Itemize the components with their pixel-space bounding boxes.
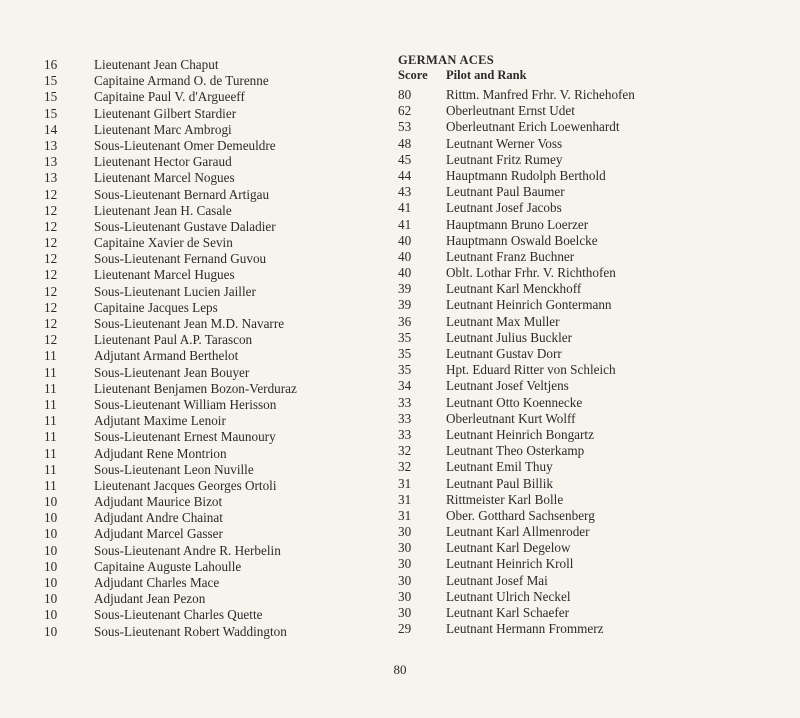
pilot-name: Leutnant Max Muller <box>446 313 560 329</box>
pilot-name: Leutnant Josef Jacobs <box>446 200 562 216</box>
list-item <box>44 73 297 89</box>
list-item <box>398 427 635 443</box>
score-value: 11 <box>44 461 57 477</box>
score-value: 12 <box>44 332 58 348</box>
score-value: 12 <box>44 218 58 234</box>
score-value: 11 <box>44 348 57 364</box>
score-value: 31 <box>398 507 412 523</box>
score-value: 11 <box>44 413 57 429</box>
pilot-name: Sous-Lieutenant Jean Bouyer <box>94 364 250 380</box>
list-item <box>44 154 297 170</box>
score-value: 29 <box>398 621 412 637</box>
score-value: 12 <box>44 299 58 315</box>
score-value: 12 <box>44 186 58 202</box>
list-item <box>398 459 635 475</box>
score-value: 15 <box>44 73 58 89</box>
score-value: 13 <box>44 154 58 170</box>
score-value: 12 <box>44 235 58 251</box>
list-item <box>398 508 635 524</box>
pilot-name: Hauptmann Bruno Loerzer <box>446 216 589 232</box>
score-value: 12 <box>44 202 58 218</box>
list-item <box>398 589 635 605</box>
score-value: 36 <box>398 313 412 329</box>
score-value: 80 <box>398 87 412 102</box>
score-value: 31 <box>398 475 412 491</box>
list-item <box>398 184 635 200</box>
list-item <box>44 397 297 413</box>
list-item <box>44 251 297 267</box>
score-value: 30 <box>398 588 412 604</box>
score-value: 15 <box>44 105 58 121</box>
pilot-name: Lieutenant Jean Chaput <box>94 57 219 72</box>
pilot-name: Adjudant Rene Montrion <box>94 445 227 461</box>
list-item <box>398 524 635 540</box>
pilot-name: Sous-Lieutenant Omer Demeuldre <box>94 137 276 153</box>
list-item <box>44 348 297 364</box>
list-item <box>398 540 635 556</box>
score-value: 30 <box>398 572 412 588</box>
pilot-name: Leutnant Hermann Frommerz <box>446 621 604 637</box>
list-item <box>44 316 297 332</box>
list-item <box>44 462 297 478</box>
pilot-name: Adjudant Jean Pezon <box>94 591 206 607</box>
list-item <box>398 605 635 621</box>
score-header: Score <box>398 68 428 82</box>
score-value: 53 <box>398 119 412 135</box>
score-value: 12 <box>44 267 58 283</box>
pilot-name: Adjudant Andre Chainat <box>94 510 223 526</box>
score-value: 41 <box>398 216 412 232</box>
score-value: 16 <box>44 57 58 72</box>
list-item <box>44 57 297 73</box>
list-item <box>44 494 297 510</box>
list-item <box>398 492 635 508</box>
list-item <box>44 591 297 607</box>
pilot-name: Oblt. Lothar Frhr. V. Richthofen <box>446 265 616 281</box>
pilot-name: Lieutenant Hector Garaud <box>94 154 232 170</box>
list-item <box>44 267 297 283</box>
pilot-name: Adjudant Charles Mace <box>94 575 220 590</box>
pilot-name: Leutnant Josef Veltjens <box>446 378 569 394</box>
pilot-name: Leutnant Karl Allmenroder <box>446 524 590 540</box>
pilot-name: Leutnant Julius Buckler <box>446 329 572 345</box>
pilot-name: Leutnant Karl Schaefer <box>446 605 570 620</box>
list-item <box>44 446 297 462</box>
score-value: 10 <box>44 558 58 574</box>
pilot-name: Leutnant Paul Baumer <box>446 184 565 200</box>
score-value: 13 <box>44 170 58 186</box>
list-item <box>398 103 635 119</box>
pilot-name: Sous-Lieutenant Gustave Daladier <box>94 218 276 234</box>
score-value: 30 <box>398 540 412 556</box>
list-item <box>44 543 297 559</box>
score-value: 35 <box>398 346 412 361</box>
pilot-name: Leutnant Karl Degelow <box>446 540 571 556</box>
score-value: 14 <box>44 121 58 137</box>
pilot-name: Leutnant Heinrich Bongartz <box>446 426 594 442</box>
list-item <box>398 136 635 152</box>
pilot-name: Adjutant Maxime Lenoir <box>94 413 226 429</box>
pilot-name: Rittmeister Karl Bolle <box>446 491 564 507</box>
pilot-name: Sous-Lieutenant Andre R. Herbelin <box>94 542 281 558</box>
list-item <box>44 332 297 348</box>
pilot-name: Leutnant Otto Koennecke <box>446 394 583 410</box>
pilot-name: Lieutenant Marcel Hugues <box>94 267 235 283</box>
pilot-name: Sous-Lieutenant Jean M.D. Navarre <box>94 316 285 331</box>
list-item <box>398 411 635 427</box>
list-item <box>398 152 635 168</box>
score-value: 10 <box>44 623 58 639</box>
list-item <box>44 559 297 575</box>
list-item <box>398 346 635 362</box>
pilot-name: Leutnant Heinrich Gontermann <box>446 297 612 313</box>
score-value: 48 <box>398 135 412 151</box>
pilot-name: Capitaine Xavier de Sevin <box>94 235 233 251</box>
german-aces-section <box>398 53 635 637</box>
list-item <box>44 510 297 526</box>
pilot-name: Sous-Lieutenant Fernand Guvou <box>94 251 267 267</box>
pilot-name: Sous-Lieutenant Charles Quette <box>94 607 263 623</box>
score-value: 45 <box>398 151 412 167</box>
score-value: 11 <box>44 380 57 396</box>
pilot-name: Oberleutnant Erich Loewenhardt <box>446 119 620 135</box>
score-value: 15 <box>44 89 58 105</box>
list-item <box>398 395 635 411</box>
list-item <box>398 443 635 459</box>
pilot-name: Leutnant Josef Mai <box>446 572 548 588</box>
list-item <box>44 203 297 219</box>
score-value: 12 <box>44 283 58 299</box>
pilot-name: Leutnant Franz Buchner <box>446 248 575 264</box>
pilot-name: Hauptmann Rudolph Berthold <box>446 167 606 183</box>
pilot-name: Lieutenant Marc Ambrogi <box>94 121 232 137</box>
list-item <box>44 235 297 251</box>
pilot-name: Sous-Lieutenant Ernest Maunoury <box>94 429 276 445</box>
list-item <box>398 314 635 330</box>
list-item <box>44 575 297 591</box>
score-value: 12 <box>44 316 58 331</box>
score-value: 11 <box>44 429 57 445</box>
score-value: 32 <box>398 459 412 475</box>
french-aces-list <box>44 57 297 640</box>
pilot-header: Pilot and Rank <box>446 68 527 82</box>
score-value: 11 <box>44 364 57 380</box>
score-value: 13 <box>44 137 58 153</box>
list-item <box>398 362 635 378</box>
score-value: 10 <box>44 510 58 526</box>
pilot-name: Capitaine Auguste Lahoulle <box>94 558 242 574</box>
pilot-name: Lieutenant Paul A.P. Tarascon <box>94 332 253 348</box>
list-item <box>44 106 297 122</box>
list-item <box>398 265 635 281</box>
pilot-name: Lieutenant Jacques Georges Ortoli <box>94 477 277 493</box>
list-item <box>44 89 297 105</box>
score-value: 35 <box>398 329 412 345</box>
score-value: 11 <box>44 396 57 412</box>
column-headers <box>398 67 635 87</box>
pilot-name: Oberleutnant Ernst Udet <box>446 103 575 119</box>
score-value: 11 <box>44 477 57 493</box>
pilot-name: Sous-Lieutenant Bernard Artigau <box>94 186 270 202</box>
score-value: 10 <box>44 494 58 510</box>
pilot-name: Capitaine Jacques Leps <box>94 299 218 315</box>
pilot-name: Hpt. Eduard Ritter von Schleich <box>446 362 616 378</box>
list-item <box>44 138 297 154</box>
score-value: 11 <box>44 445 57 461</box>
list-item <box>44 526 297 542</box>
list-item <box>44 187 297 203</box>
page-number: 80 <box>393 662 407 677</box>
pilot-name: Leutnant Gustav Dorr <box>446 346 562 361</box>
list-item <box>398 476 635 492</box>
score-value: 30 <box>398 524 412 540</box>
score-value: 40 <box>398 265 412 281</box>
list-item <box>44 122 297 138</box>
score-value: 10 <box>44 591 58 607</box>
list-item <box>398 556 635 572</box>
pilot-name: Sous-Lieutenant Leon Nuville <box>94 461 254 477</box>
german-aces-list <box>398 87 635 637</box>
pilot-name: Leutnant Paul Billik <box>446 475 553 491</box>
pilot-name: Oberleutnant Kurt Wolff <box>446 410 576 426</box>
section-title: GERMAN ACES <box>398 53 495 67</box>
score-value: 10 <box>44 542 58 558</box>
list-item <box>398 249 635 265</box>
score-value: 39 <box>398 281 412 297</box>
list-item <box>398 217 635 233</box>
pilot-name: Sous-Lieutenant Lucien Jailler <box>94 283 256 299</box>
pilot-name: Adjudant Maurice Bizot <box>94 494 223 510</box>
pilot-name: Leutnant Werner Voss <box>446 135 563 151</box>
list-item <box>398 200 635 216</box>
list-item <box>44 429 297 445</box>
list-item <box>398 168 635 184</box>
pilot-name: Rittm. Manfred Frhr. V. Richehofen <box>446 87 635 102</box>
score-value: 35 <box>398 362 412 378</box>
score-value: 40 <box>398 248 412 264</box>
list-item <box>398 330 635 346</box>
list-item <box>398 378 635 394</box>
score-value: 30 <box>398 556 412 572</box>
score-value: 32 <box>398 443 412 459</box>
score-value: 43 <box>398 184 412 200</box>
score-value: 62 <box>398 103 412 119</box>
pilot-name: Lieutenant Marcel Nogues <box>94 170 235 186</box>
pilot-name: Lieutenant Gilbert Stardier <box>94 105 237 121</box>
pilot-name: Hauptmann Oswald Boelcke <box>446 232 598 248</box>
pilot-name: Capitaine Paul V. d'Argueeff <box>94 89 245 105</box>
score-value: 12 <box>44 251 58 267</box>
score-value: 41 <box>398 200 412 216</box>
list-item <box>398 233 635 249</box>
pilot-name: Leutnant Ulrich Neckel <box>446 588 571 604</box>
score-value: 10 <box>44 526 58 542</box>
score-value: 39 <box>398 297 412 313</box>
list-item <box>44 381 297 397</box>
list-item <box>398 297 635 313</box>
score-value: 33 <box>398 426 412 442</box>
list-item <box>44 300 297 316</box>
score-value: 31 <box>398 491 412 507</box>
pilot-name: Adjutant Armand Berthelot <box>94 348 239 364</box>
pilot-name: Leutnant Fritz Rumey <box>446 151 563 167</box>
list-item <box>398 573 635 589</box>
pilot-name: Leutnant Theo Osterkamp <box>446 443 585 459</box>
list-item <box>398 621 635 637</box>
pilot-name: Leutnant Emil Thuy <box>446 459 553 475</box>
score-value: 40 <box>398 232 412 248</box>
list-item <box>44 284 297 300</box>
pilot-name: Leutnant Karl Menckhoff <box>446 281 582 297</box>
list-item <box>398 281 635 297</box>
pilot-name: Leutnant Heinrich Kroll <box>446 556 574 572</box>
pilot-name: Lieutenant Jean H. Casale <box>94 202 232 218</box>
list-item <box>44 478 297 494</box>
list-item <box>44 607 297 623</box>
score-value: 33 <box>398 394 412 410</box>
list-item <box>44 413 297 429</box>
score-value: 34 <box>398 378 412 394</box>
score-value: 33 <box>398 410 412 426</box>
list-item <box>398 87 635 103</box>
pilot-name: Sous-Lieutenant Robert Waddington <box>94 623 287 639</box>
list-item <box>398 119 635 135</box>
list-item <box>44 624 297 640</box>
score-value: 10 <box>44 575 58 590</box>
pilot-name: Ober. Gotthard Sachsenberg <box>446 507 595 523</box>
pilot-name: Capitaine Armand O. de Turenne <box>94 73 269 89</box>
list-item <box>44 170 297 186</box>
score-value: 44 <box>398 167 412 183</box>
pilot-name: Adjudant Marcel Gasser <box>94 526 223 542</box>
score-value: 10 <box>44 607 58 623</box>
list-item <box>44 219 297 235</box>
pilot-name: Sous-Lieutenant William Herisson <box>94 396 277 412</box>
pilot-name: Lieutenant Benjamen Bozon-Verduraz <box>94 380 297 396</box>
list-item <box>44 365 297 381</box>
score-value: 30 <box>398 605 412 620</box>
